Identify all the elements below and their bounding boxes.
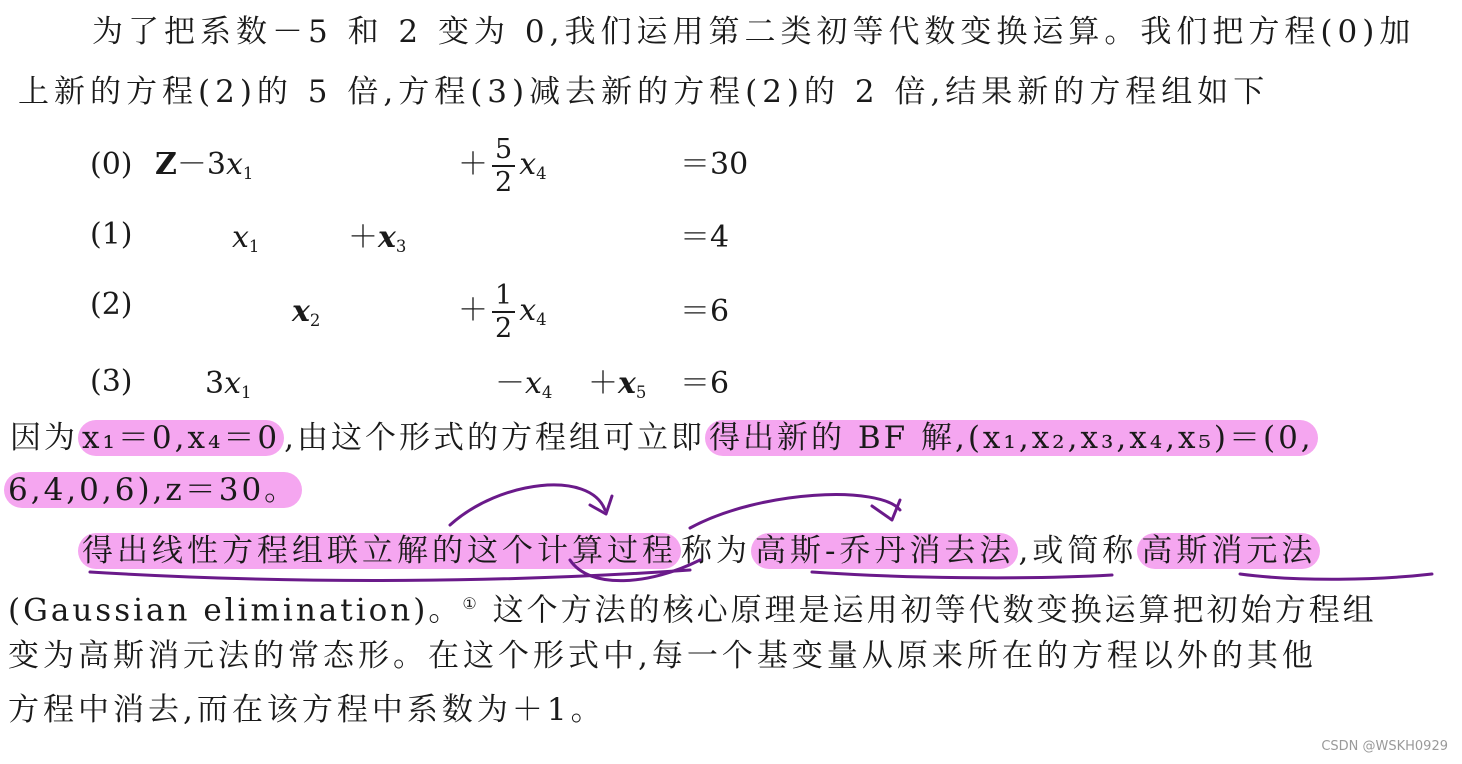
eq3-label: (3) [90,364,133,399]
pen-arrow-right-head [872,500,900,520]
eq1-plus3: ＋ [348,220,378,255]
para2-highlight-solution: 得出新的 BF 解,(x₁,x₂,x₃,x₄,x₅)＝(0, [705,420,1318,456]
eq1-x3: x [378,220,396,255]
eq0-frac-num: 5 [492,136,515,167]
para1-line2: 上新的方程(2)的 5 倍,方程(3)减去新的方程(2)的 2 倍,结果新的方程组如下 [18,74,1270,110]
eq1-rhs: ＝4 [680,220,730,255]
pen-arrow-left [450,485,605,525]
para3-line4: 方程中消去,而在该方程中系数为＋1。 [8,692,606,728]
para3-highlight-process: 得出线性方程组联立解的这个计算过程 [78,533,681,569]
eq2-term4 [458,276,547,355]
eq3-plus5: ＋ [588,366,618,401]
eq1-x3-sub: 3 [395,236,407,256]
eq2-frac-num: 1 [492,282,515,313]
eq2-frac-den: 2 [495,313,513,344]
para3-mid2: ,或简称 [1018,533,1138,569]
eq0-minus: － [176,147,207,182]
para3-line1 [78,531,1320,571]
eq0-x1-sub: 1 [242,163,254,183]
para2-line1 [10,418,1318,458]
eq3-x1-sub: 1 [241,382,252,402]
eq2-x2: x [292,294,310,329]
eq0-fraction [492,136,515,196]
pen-underline-process [90,570,690,580]
eq0-plus4: ＋ [458,147,488,182]
eq3-rhs: ＝6 [680,366,730,401]
eq3-x5-sub: 5 [635,382,647,402]
eq3-x4-sub: 4 [541,382,553,402]
eq0-x4: x [519,147,537,182]
para2-prefix: 因为 [10,420,78,456]
eq2-fraction [492,282,515,342]
para3-footnote-mark: ① [462,594,480,613]
eq2-rhs: ＝6 [680,294,730,329]
para3-line2-text: 这个方法的核心原理是运用初等代数变换运算把初始方程组 [479,592,1377,629]
para2-line2 [4,470,302,510]
pen-arrow-left-head [590,496,612,514]
eq2-x4-sub: 4 [536,309,547,329]
pen-underline-gauss-jordan [812,572,1112,578]
pen-arrow-right [690,495,900,528]
eq2-plus4: ＋ [458,293,488,328]
para2-middle: ,由这个形式的方程组可立即 [284,420,705,456]
eq3-x4: x [525,366,542,401]
eq1-label: (1) [90,217,133,252]
para2-highlight-conditions: x₁＝0,x₄＝0 [78,420,284,456]
eq0-x4-sub: 4 [536,163,547,183]
eq2-x4: x [519,293,537,328]
eq1-x1-sub: 1 [248,236,260,256]
eq2-label: (2) [90,287,133,322]
eq1-x1-term [232,218,259,267]
eq0-coef1: 3 [206,147,226,182]
eq3-minus4: － [495,366,525,401]
eq3-x1: x [224,366,242,401]
watermark: CSDN @WSKH0929 [1321,739,1448,754]
pen-underline-gaussian [1240,574,1432,579]
eq0-rhs: ＝30 [680,147,749,182]
eq0-frac-den: 2 [495,167,513,198]
eq1-x3-term [348,218,406,267]
eq0-lhs [155,145,253,194]
para3-mid1: 称为 [681,533,751,569]
para3-line3: 变为高斯消元法的常态形。在这个形式中,每一个基变量从原来所在的方程以外的其他 [8,638,1317,674]
eq3-coef1: 3 [205,366,225,401]
para3-line2 [8,584,1377,630]
eq3-x5-term [588,364,646,413]
para3-highlight-gaussian: 高斯消元法 [1137,533,1320,569]
eq0-term4 [458,130,547,209]
para3-english-term: (Gaussian elimination)。 [8,592,463,629]
para2-highlight-values: 6,4,0,6),z＝30。 [4,472,302,508]
eq3-x1-term [205,364,252,413]
eq0-z: Z [155,147,177,182]
eq2-x2-sub: 2 [309,310,321,330]
eq1-x1: x [232,220,249,255]
eq0-label: (0) [90,147,133,182]
para1-line1: 为了把系数－5 和 2 变为 0,我们运用第二类初等代数变换运算。我们把方程(0)加 [92,14,1416,50]
eq0-x1: x [226,147,243,182]
para3-highlight-gauss-jordan: 高斯-乔丹消去法 [751,533,1018,569]
eq3-x4-term [495,364,552,413]
eq3-x5: x [618,366,636,401]
eq2-x2-term [292,292,320,341]
